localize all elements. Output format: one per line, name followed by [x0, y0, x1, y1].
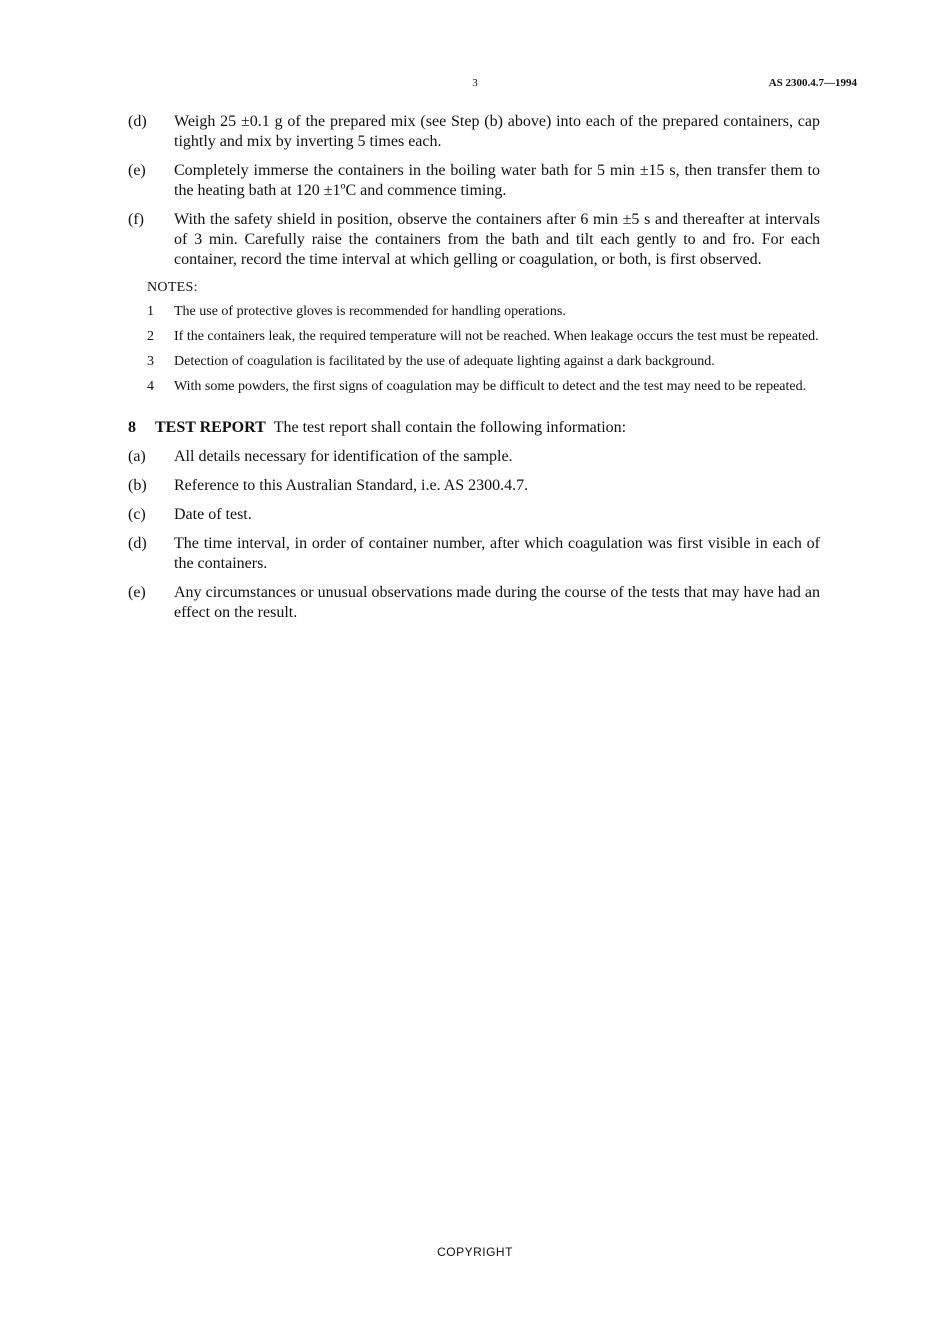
procedure-step-f [128, 210, 820, 270]
item-label: (a) [128, 448, 146, 465]
step-label: (e) [128, 162, 146, 179]
note-text: Detection of coagulation is facilitated by the use of adequate lighting against a dark background. [174, 354, 715, 369]
note-number: 1 [147, 304, 154, 319]
section-heading [128, 418, 820, 438]
procedure-step-e [128, 161, 820, 201]
procedure-step-d [128, 112, 820, 152]
notes-title: NOTES: [147, 280, 198, 295]
section-title: TEST REPORT [155, 419, 266, 436]
step-text: Weigh 25 ±0.1 g of the prepared mix (see Step (b) above) into each of the prepared containers, cap tightly and mix by inverting 5 times each. [174, 113, 820, 150]
step-text: Completely immerse the containers in the boiling water bath for 5 min ±15 s, then transfer them to the heating bath at 120 ±1ºC and commence timing. [174, 162, 820, 199]
item-text: All details necessary for identification of the sample. [174, 448, 513, 465]
step-label: (d) [128, 113, 147, 130]
note-text: With some powders, the first signs of coagulation may be difficult to detect and the test may need to be repeated. [174, 379, 807, 394]
report-item-b [128, 476, 820, 496]
notes-block [147, 279, 820, 396]
item-label: (c) [128, 506, 146, 523]
report-item-e [128, 583, 820, 623]
standard-reference: AS 2300.4.7—1994 [768, 77, 857, 89]
report-item-a [128, 447, 820, 467]
note-item [147, 328, 820, 346]
item-text: Any circumstances or unusual observations made during the course of the tests that may have had an effect on the result. [174, 584, 820, 621]
item-text: The time interval, in order of container number, after which coagulation was first visible in each of the containers. [174, 535, 820, 572]
page-number: 3 [472, 77, 478, 89]
note-number: 3 [147, 354, 154, 369]
item-label: (d) [128, 535, 147, 552]
step-text: With the safety shield in position, observe the containers after 6 min ±5 s and thereafter at intervals of 3 min. Carefully raise the containers from the bath and tilt each gently to and fro. For each container, record the time interval at which gelling or coagulation, or both, is first observed. [174, 211, 820, 268]
item-text: Date of test. [174, 506, 252, 523]
note-number: 4 [147, 379, 154, 394]
note-number: 2 [147, 329, 154, 344]
report-item-d [128, 534, 820, 574]
item-text: Reference to this Australian Standard, i.e. AS 2300.4.7. [174, 477, 529, 494]
note-item [147, 378, 820, 396]
section-intro: The test report shall contain the following information: [273, 419, 627, 436]
section-number: 8 [128, 419, 136, 436]
note-text: If the containers leak, the required temperature will not be reached. When leakage occurs the test must be repeated. [174, 329, 819, 344]
step-label: (f) [128, 211, 144, 228]
note-item [147, 303, 820, 321]
note-item [147, 353, 820, 371]
copyright-footer: COPYRIGHT [437, 1245, 513, 1259]
item-label: (e) [128, 584, 146, 601]
note-text: The use of protective gloves is recommended for handling operations. [174, 304, 566, 319]
item-label: (b) [128, 477, 147, 494]
report-item-c [128, 505, 820, 525]
document-body [128, 112, 820, 632]
